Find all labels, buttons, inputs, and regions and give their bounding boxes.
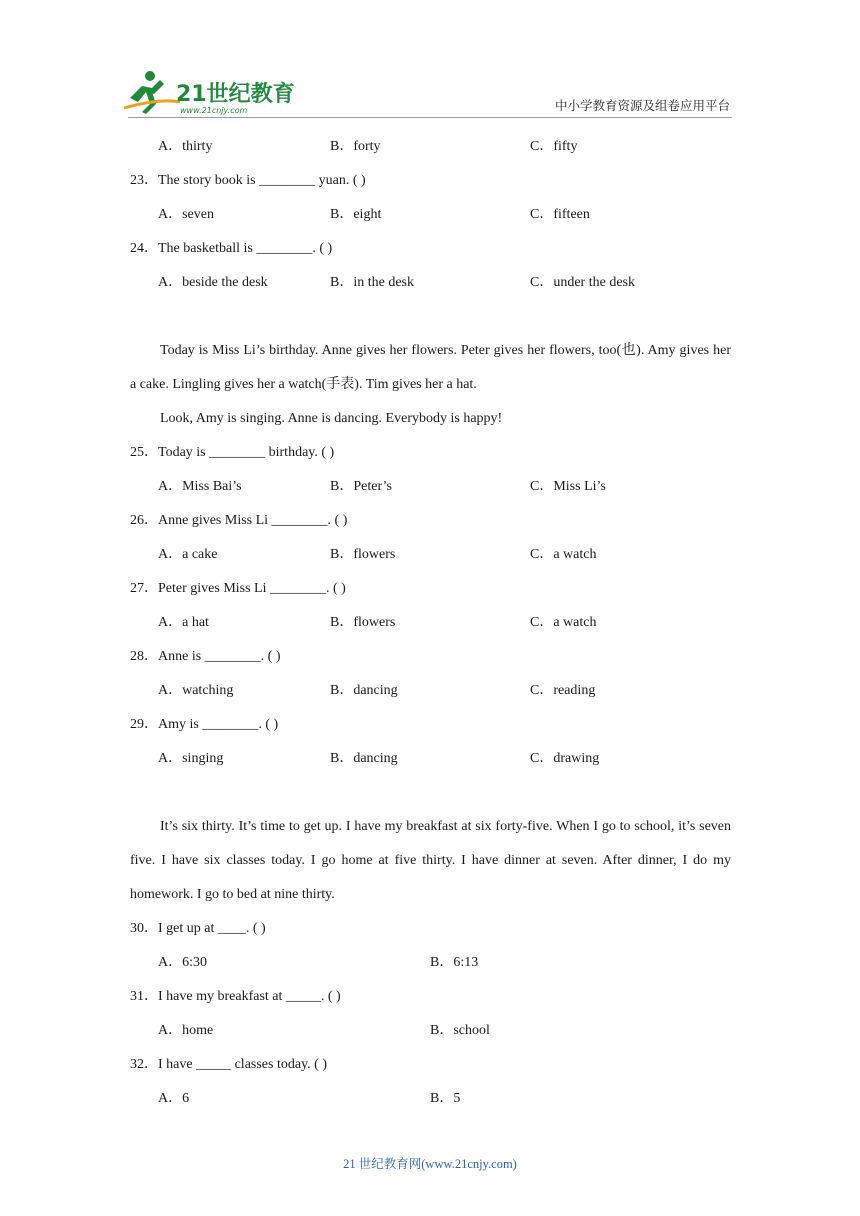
- q32-stem: 32．I have _____ classes today. ( ): [130, 1057, 327, 1072]
- q25-options: [130, 470, 731, 504]
- q29-options: [130, 742, 731, 776]
- q27-stem: 27．Peter gives Miss Li ________. ( ): [130, 581, 346, 596]
- option-b: B．school: [430, 1023, 490, 1038]
- option-b: B．dancing: [330, 683, 398, 698]
- option-b: B．flowers: [330, 615, 396, 630]
- option-c: C．fifty: [530, 139, 578, 154]
- option-a: A．a hat: [158, 615, 209, 630]
- option-c: C．fifteen: [530, 207, 590, 222]
- logo: [120, 68, 300, 116]
- page-footer: 21 世纪教育网(www.21cnjy.com): [343, 1157, 517, 1171]
- option-b: B．6:13: [430, 955, 479, 970]
- q29-stem: 29．Amy is ________. ( ): [130, 717, 279, 732]
- q28-stem: 28．Anne is ________. ( ): [130, 649, 281, 664]
- option-c: C．drawing: [530, 751, 600, 766]
- option-a: A．beside the desk: [158, 275, 268, 290]
- q24-stem: 24．The basketball is ________. ( ): [130, 241, 333, 256]
- option-b: B．eight: [330, 207, 382, 222]
- option-b: B．in the desk: [330, 275, 414, 290]
- option-a: A．watching: [158, 683, 234, 698]
- option-c: C．a watch: [530, 615, 597, 630]
- platform-tagline: 中小学教育资源及组卷应用平台: [554, 98, 730, 113]
- q25-stem: 25．Today is ________ birthday. ( ): [130, 445, 335, 460]
- option-b: B．5: [430, 1091, 461, 1106]
- q22-options: [130, 130, 731, 164]
- option-a: A．Miss Bai’s: [158, 479, 242, 494]
- page-header: [0, 0, 860, 130]
- option-a: A．seven: [158, 207, 214, 222]
- option-a: A．thirty: [158, 139, 213, 154]
- q23-options: [130, 198, 731, 232]
- q27-options: [130, 606, 731, 640]
- exam-content: [130, 130, 731, 1116]
- option-a: A．singing: [158, 751, 224, 766]
- q32-options: [130, 1082, 731, 1116]
- q26-stem: 26．Anne gives Miss Li ________. ( ): [130, 513, 348, 528]
- option-a: A．a cake: [158, 547, 218, 562]
- option-c: C．under the desk: [530, 275, 635, 290]
- option-c: C．reading: [530, 683, 596, 698]
- q28-options: [130, 674, 731, 708]
- header-divider: [128, 117, 732, 118]
- svg-text:21世纪教育: 21世纪教育: [176, 82, 295, 107]
- option-a: A．6: [158, 1091, 190, 1106]
- q24-options: [130, 266, 731, 300]
- runner-logo-icon: [120, 68, 300, 116]
- option-b: B．Peter’s: [330, 479, 392, 494]
- passage-birthday-p1: Today is Miss Li’s birthday. Anne gives her flowers. Peter gives her flowers, too(也). Amy gives her a cake. Lingling gives her a watch(手表). Tim gives her a hat.: [130, 343, 731, 392]
- q26-options: [130, 538, 731, 572]
- q31-stem: 31．I have my breakfast at _____. ( ): [130, 989, 341, 1004]
- q30-stem: 30．I get up at ____. ( ): [130, 921, 266, 936]
- option-c: C．a watch: [530, 547, 597, 562]
- option-c: C．Miss Li’s: [530, 479, 606, 494]
- passage-birthday-p2: Look, Amy is singing. Anne is dancing. Everybody is happy!: [160, 411, 503, 426]
- svg-text:www.21cnjy.com: www.21cnjy.com: [180, 106, 248, 115]
- q23-stem: 23．The story book is ________ yuan. ( ): [130, 173, 366, 188]
- option-a: A．6:30: [158, 955, 207, 970]
- q31-options: [130, 1014, 731, 1048]
- option-a: A．home: [158, 1023, 214, 1038]
- option-b: B．flowers: [330, 547, 396, 562]
- option-b: B．forty: [330, 139, 381, 154]
- passage-daily-routine: It’s six thirty. It’s time to get up. I have my breakfast at six forty-five. When I go to school, it’s seven five. I have six classes today. I go home at five thirty. I have dinner at seven. After dinner, I do my homework. I go to bed at nine thirty.: [130, 819, 731, 902]
- q30-options: [130, 946, 731, 980]
- option-b: B．dancing: [330, 751, 398, 766]
